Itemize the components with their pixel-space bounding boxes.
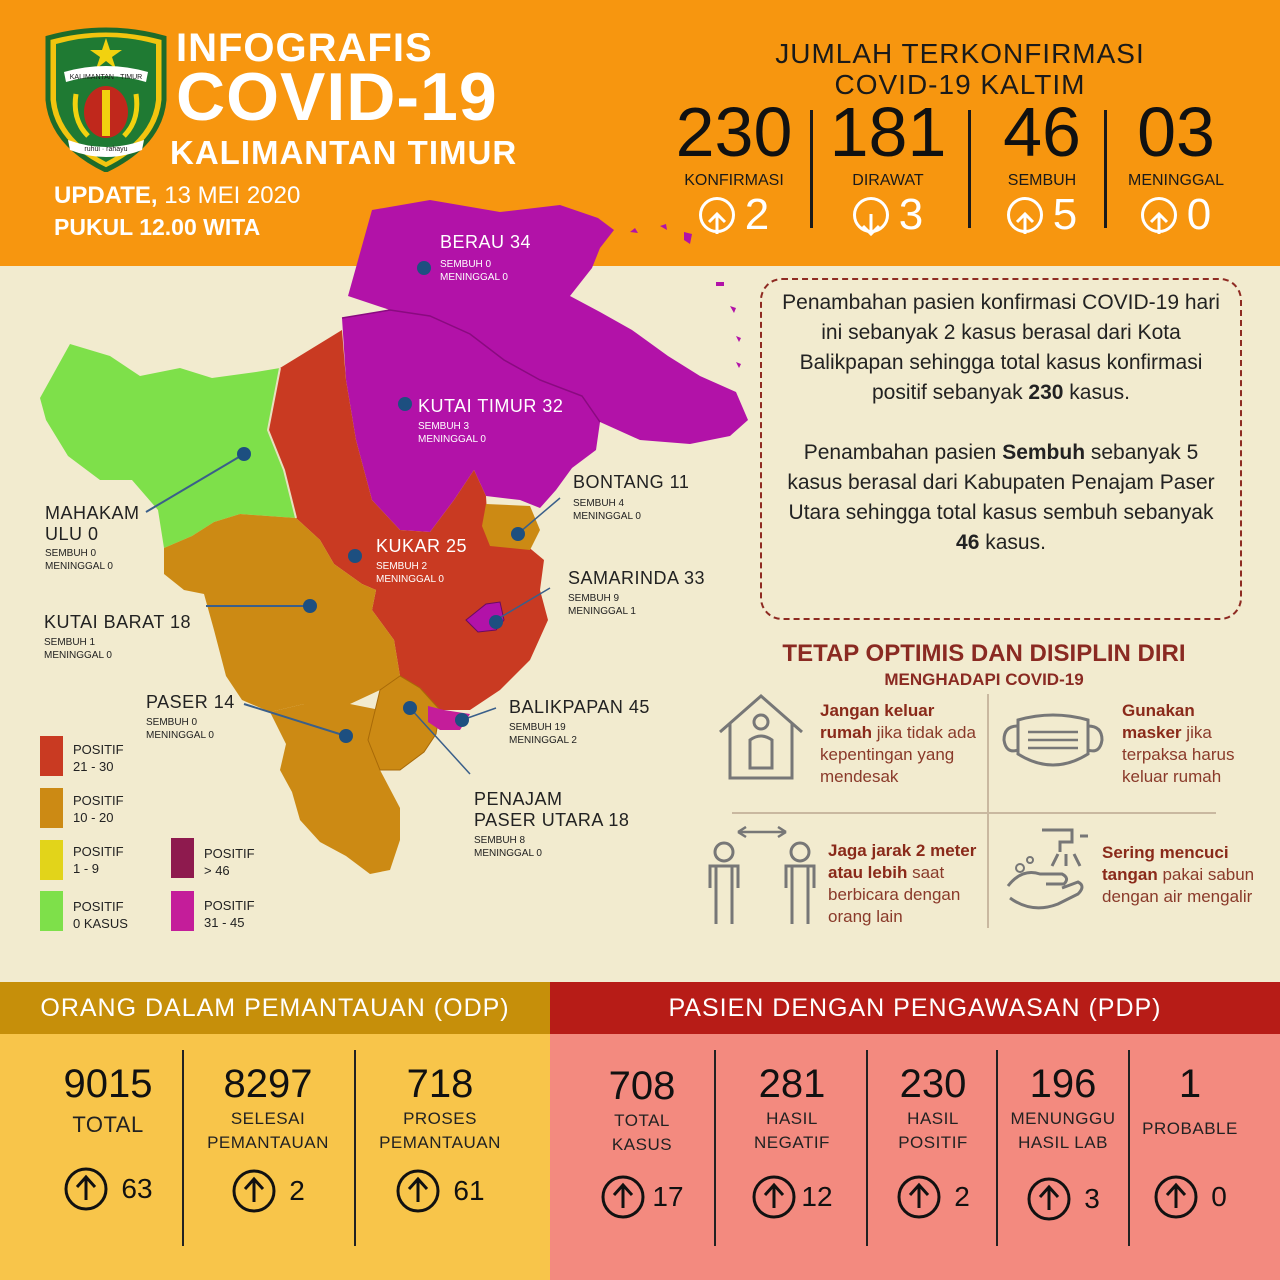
arrow-up-icon [896,1174,942,1220]
tips-divider [732,812,1216,814]
label-kukar: KUKAR 25 [376,536,468,556]
social-distance-icon [704,826,820,928]
arrow-up-icon [1153,1174,1199,1220]
odp-stat-total: 9015 TOTAL 63 [30,1062,186,1222]
label-berau: BERAU 34 [440,232,532,252]
legend-swatch [171,891,194,931]
label-mahakam-ulu-stats: SEMBUH 0 MENINGGAL 0 [45,548,113,572]
divider [182,1050,184,1246]
pdp-stat-total: 708 TOTAL KASUS 17 [572,1064,712,1224]
title-region: KALIMANTAN TIMUR [170,134,518,171]
label-paser-stats: SEMBUH 0 MENINGGAL 0 [146,717,214,741]
tip-distance: Jaga jarak 2 meter atau lebih saat berbicara dengan orang lain [828,841,977,926]
odp-stat-proses: 718 PROSES PEMANTAUAN 61 [362,1062,518,1222]
legend-label: POSITIF 0 KASUS [73,899,128,931]
stat-sembuh: 46 SEMBUH 5 [1003,93,1081,239]
tips-subtitle: MENGHADAPI COVID-19 [884,670,1084,689]
house-person-icon [716,692,806,782]
label-kutai-timur-stats: SEMBUH 3 MENINGGAL 0 [418,421,486,445]
label-bontang-stats: SEMBUH 4 MENINGGAL 0 [573,498,641,522]
odp-header: ORANG DALAM PEMANTAUAN (ODP) [0,982,550,1034]
marker-bontang [511,527,525,541]
svg-text:KALIMANTAN · TIMUR: KALIMANTAN · TIMUR [69,74,143,81]
label-ppu: PENAJAM PASER UTARA 18 [474,789,630,830]
title-small: INFOGRAFIS [176,26,433,70]
pdp-header: PASIEN DENGAN PENGAWASAN (PDP) [550,982,1280,1034]
legend-swatch [40,788,63,828]
face-mask-icon [1000,708,1106,778]
pdp-stat-negatif: 281 HASIL NEGATIF 12 [722,1062,862,1222]
legend-swatch [40,840,63,880]
info-sembuh: Penambahan pasien Sembuh sebanyak 5 kasus berasal dari Kabupaten Penajam Paser Utara sehingga total kasus sembuh sebanyak 46 kasus. [787,441,1215,554]
pdp-stat-menunggu: 196 MENUNGGU HASIL LAB 3 [998,1062,1128,1222]
update-date: UPDATE, 13 MEI 2020 [54,182,301,209]
info-konfirmasi: Penambahan pasien konfirmasi COVID-19 hari ini sebanyak 2 kasus berasal dari Kota Balikpapan sehingga total kasus konfirmasi positif sebanyak 230 kasus. [782,291,1220,404]
marker-samarinda [489,615,503,629]
tip-wash-hands: Sering mencuci tangan pakai sabun dengan air mengalir [1102,843,1255,906]
arrow-up-icon [600,1174,646,1220]
label-samarinda: SAMARINDA 33 [568,568,706,588]
legend-label: POSITIF 1 - 9 [73,844,124,876]
marker-ppu [403,701,417,715]
marker-paser [339,729,353,743]
legend-label: POSITIF 10 - 20 [73,793,124,825]
marker-berau [417,261,431,275]
hand-wash-icon [1002,824,1094,916]
divider [354,1050,356,1246]
marker-balikpapan [455,713,469,727]
tip-wear-mask: Gunakan masker jika terpaksa harus keluar rumah [1122,701,1235,786]
label-kutai-timur: KUTAI TIMUR 32 [418,396,564,416]
summary-title: JUMLAH TERKONFIRMASI COVID-19 KALTIM [775,38,1145,100]
divider [714,1050,716,1246]
tip-stay-home: Jangan keluar rumah jika tidak ada kepentingan yang mendesak [820,701,976,786]
marker-kutai-timur [398,397,412,411]
marker-kutai-barat [303,599,317,613]
legend-swatch [40,891,63,931]
update-time: PUKUL 12.00 WITA [54,214,261,240]
title-big: COVID-19 [176,59,498,135]
arrow-up-icon [63,1166,109,1212]
label-samarinda-stats: SEMBUH 9 MENINGGAL 1 [568,593,636,617]
stat-dirawat: 181 DIRAWAT 3 [829,93,947,239]
arrow-up-icon [751,1174,797,1220]
pdp-stat-probable: 1 PROBABLE 0 [1128,1062,1252,1222]
marker-kukar [348,549,362,563]
tips-divider [987,694,989,928]
legend-label: POSITIF 21 - 30 [73,742,124,774]
label-balikpapan: BALIKPAPAN 45 [509,697,650,717]
label-paser: PASER 14 [146,692,235,712]
odp-stat-selesai: 8297 SELESAI PEMANTAUAN 2 [190,1062,346,1222]
marker-mahakam-ulu [237,447,251,461]
stat-meninggal: 03 MENINGGAL 0 [1127,93,1224,239]
stat-konfirmasi: 230 KONFIRMASI 2 [675,93,793,239]
label-balikpapan-stats: SEMBUH 19 MENINGGAL 2 [509,722,577,746]
arrow-up-icon [1026,1176,1072,1222]
label-kutai-barat: KUTAI BARAT 18 [44,612,192,632]
legend-label: POSITIF 31 - 45 [204,898,255,930]
legend-swatch [40,736,63,776]
label-bontang: BONTANG 11 [573,472,690,492]
pdp-stat-positif: 230 HASIL POSITIF 2 [866,1062,1000,1222]
tips-title: TETAP OPTIMIS DAN DISIPLIN DIRI [782,640,1186,667]
label-kutai-barat-stats: SEMBUH 1 MENINGGAL 0 [44,637,112,661]
legend-label: POSITIF > 46 [204,846,255,878]
label-kukar-stats: SEMBUH 2 MENINGGAL 0 [376,561,444,585]
label-mahakam-ulu: MAHAKAM ULU 0 [45,503,140,544]
region-bontang [482,504,540,550]
label-berau-stats: SEMBUH 0 MENINGGAL 0 [440,259,508,283]
info-box [760,278,1242,620]
arrow-up-icon [395,1168,441,1214]
label-ppu-stats: SEMBUH 8 MENINGGAL 0 [474,835,542,859]
svg-text:ruhui · rahayu: ruhui · rahayu [84,146,128,153]
arrow-up-icon [231,1168,277,1214]
legend-swatch [171,838,194,878]
